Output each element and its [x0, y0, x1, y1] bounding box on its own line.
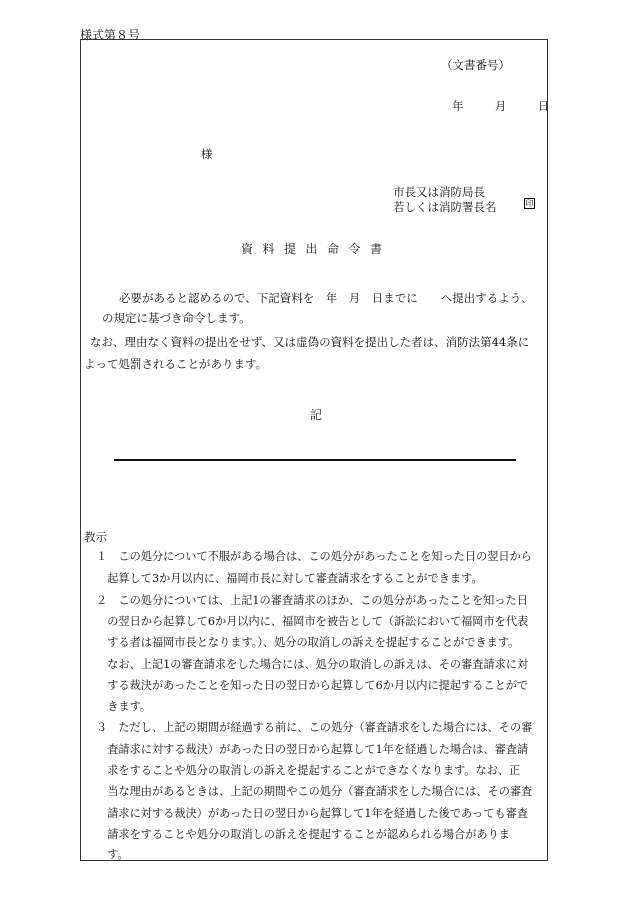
kyoji-line: 起算して3か月以内に、福岡市長に対して審査請求をすることができます。 — [96, 572, 483, 585]
kyoji-line: １ この処分について不服がある場合は、この処分があったことを知った日の翌日から — [96, 550, 532, 563]
kyoji-line: ２ この処分については、上記1の審査請求のほか、この処分があったことを知った日 — [96, 594, 528, 607]
addressee-suffix: 様 — [201, 147, 213, 161]
document-frame — [80, 39, 548, 861]
body-para1-line1: 必要があると認めるので、下記資料を 年 月 日までに へ提出するよう、 — [119, 291, 533, 305]
body-para1-line2: の規定に基づき命令します。 — [102, 311, 251, 325]
materials-underline — [114, 459, 516, 461]
issuer-line-2: 若しくは消防署長名 — [393, 200, 497, 214]
ki-label: 記 — [310, 408, 323, 422]
issuer-line-1: 市長又は消防局長 — [393, 185, 485, 199]
document-number-label: （文書番号） — [441, 58, 510, 72]
kyoji-line: 求をすることや処分の取消しの訴えを提起することができなくなります。なお、正 — [96, 764, 521, 777]
body-para2-line1: なお、理由なく資料の提出をせず、又は虚偽の資料を提出した者は、消防法第44条に — [90, 335, 530, 349]
form-number: 様式第８号 — [80, 28, 141, 42]
kyoji-line: の翌日から起算して6か月以内に、福岡市を被告として（訴訟において福岡市を代表 — [96, 615, 529, 628]
kyoji-line: きます。 — [96, 700, 152, 713]
kyoji-line: 査請求に対する裁決）があった日の翌日から起算して1年を経過した場合は、審査請 — [96, 743, 529, 756]
kyoji-line: す。 — [96, 848, 129, 861]
kyoji-line: する者は福岡市長となります。）、処分の取消しの訴えを提起することができます。 — [96, 636, 520, 649]
kyoji-line: 請求をすることや処分の取消しの訴えを提起することが認められる場合がありま — [96, 828, 510, 841]
kyoji-line: 当な理由があるときは、上記の期間やこの処分（審査請求をした場合には、その審査 — [96, 785, 533, 798]
date-line — [452, 98, 549, 114]
kyoji-line: なお、上記1の審査請求をした場合には、処分の取消しの訴えは、その審査請求に対 — [96, 658, 529, 671]
document-title: 資料提出命令書 — [241, 242, 392, 256]
date-day-label: 日 — [537, 99, 550, 113]
date-year-label: 年 — [452, 99, 464, 113]
seal-mark — [524, 198, 535, 209]
kyoji-line: 請求に対する裁決）があった日の翌日から起算して1年を経過した後であっても審査 — [96, 807, 529, 820]
date-month-label: 月 — [494, 99, 507, 113]
kyoji-line: する裁決があったことを知った日の翌日から起算して6か月以内に提起することがで — [96, 679, 529, 692]
kyoji-line: ３ ただし、上記の期間が経過する前に、この処分（審査請求をした場合には、その審 — [96, 721, 533, 734]
seal-icon: 印 — [525, 199, 534, 208]
kyoji-heading: 教示 — [84, 530, 107, 544]
body-para2-line2: よって処罰されることがあります。 — [84, 357, 268, 371]
